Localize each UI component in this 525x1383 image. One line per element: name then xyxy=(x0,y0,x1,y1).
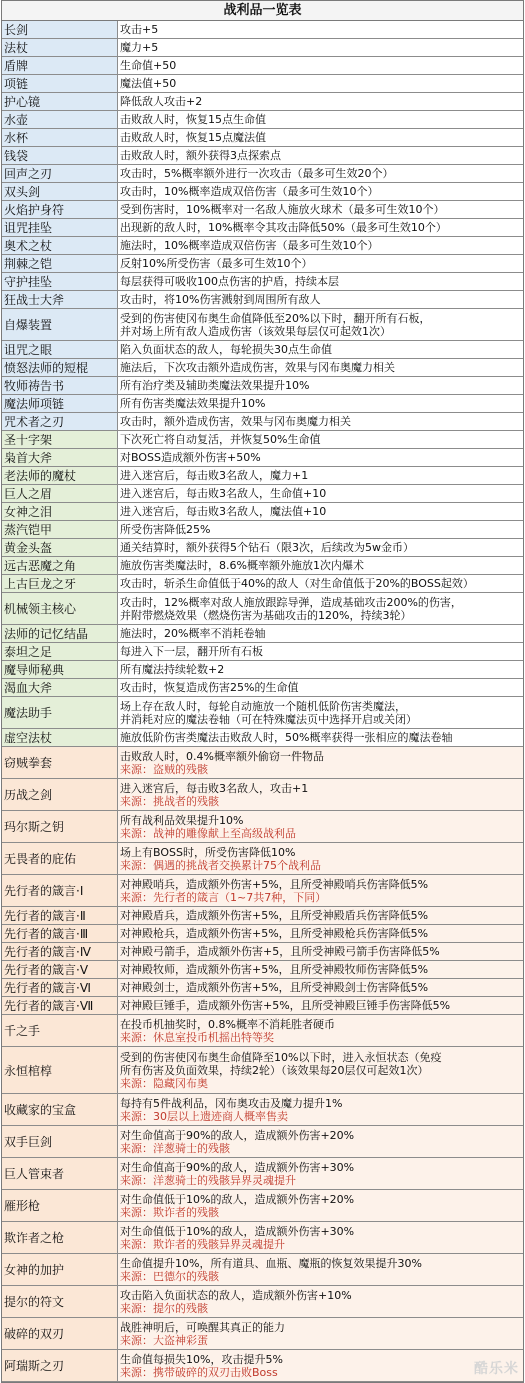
item-name: 收藏家的宝盒 xyxy=(2,1094,118,1125)
table-row xyxy=(2,943,523,961)
item-name: 先行者的箴言·Ⅶ xyxy=(2,997,118,1014)
effect-line: 场上有BOSS时，所受伤害降低10% xyxy=(120,846,521,859)
item-effect xyxy=(118,747,523,778)
item-name: 先行者的箴言·Ⅴ xyxy=(2,961,118,978)
table-row xyxy=(2,1318,523,1350)
table-row xyxy=(2,1222,523,1254)
item-effect xyxy=(118,201,523,218)
item-effect xyxy=(118,341,523,358)
item-effect xyxy=(118,1015,523,1046)
table-row xyxy=(2,93,523,111)
table-row xyxy=(2,359,523,377)
item-effect xyxy=(118,39,523,56)
item-name: 魔导师秘典 xyxy=(2,661,118,678)
table-row xyxy=(2,219,523,237)
table-row xyxy=(2,291,523,309)
item-name: 火焰护身符 xyxy=(2,201,118,218)
item-effect xyxy=(118,219,523,236)
effect-line: 施法时，20%概率不消耗卷轴 xyxy=(120,627,521,640)
effect-line: 通关结算时，额外获得5个钻石（限3次，后续改为5w金币） xyxy=(120,541,521,554)
item-name: 水壶 xyxy=(2,111,118,128)
item-name: 护心镜 xyxy=(2,93,118,110)
item-source: 来源：提尔的残骸 xyxy=(120,1302,521,1315)
item-effect xyxy=(118,129,523,146)
item-effect xyxy=(118,431,523,448)
effect-line: 进入迷宫后，每击败3名敌人，魔法值+10 xyxy=(120,505,521,518)
effect-line: 攻击时，额外造成伤害，效果与冈布奥魔力相关 xyxy=(120,415,521,428)
item-effect xyxy=(118,449,523,466)
item-effect xyxy=(118,521,523,538)
effect-line: 并对场上所有敌人造成伤害（该效果每层仅可起效1次） xyxy=(120,325,521,338)
effect-line: 施放低阶伤害类魔法击败敌人时，50%概率获得一张相应的魔法卷轴 xyxy=(120,731,521,744)
item-name: 牧师祷告书 xyxy=(2,377,118,394)
item-source: 来源：先行者的箴言（1~7共7种，下同） xyxy=(120,891,521,904)
table-row xyxy=(2,1350,523,1382)
item-source: 来源：欺诈者的残骸异界灵魂提升 xyxy=(120,1238,521,1251)
item-name: 远古恶魔之角 xyxy=(2,557,118,574)
effect-line: 反射10%所受伤害（最多可生效10个） xyxy=(120,257,521,270)
item-name: 水杯 xyxy=(2,129,118,146)
effect-line: 击败敌人时，恢复15点生命值 xyxy=(120,113,521,126)
table-row xyxy=(2,237,523,255)
effect-line: 所有战利品效果提升10% xyxy=(120,814,521,827)
table-row xyxy=(2,1158,523,1190)
item-name: 无畏者的庇佑 xyxy=(2,843,118,874)
table-row xyxy=(2,729,523,747)
effect-line: 施法时，10%概率造成双倍伤害（最多可生效10个） xyxy=(120,239,521,252)
item-effect xyxy=(118,1047,523,1093)
effect-line: 并消耗对应的魔法卷轴（可在特殊魔法页中选择开启或关闭） xyxy=(120,713,521,726)
item-name: 法师的记忆结晶 xyxy=(2,625,118,642)
item-name: 上古巨龙之牙 xyxy=(2,575,118,592)
item-effect xyxy=(118,359,523,376)
table-row xyxy=(2,165,523,183)
item-effect xyxy=(118,979,523,996)
table-row xyxy=(2,377,523,395)
effect-line: 施法后，下次攻击额外造成伤害，效果与冈布奥魔力相关 xyxy=(120,361,521,374)
table-row xyxy=(2,811,523,843)
effect-line: 所有治疗类及辅助类魔法效果提升10% xyxy=(120,379,521,392)
table-body xyxy=(2,21,523,1382)
item-effect xyxy=(118,661,523,678)
item-source: 来源：偶遇的挑战者交换累计75个战利品 xyxy=(120,859,521,872)
table-row xyxy=(2,255,523,273)
item-effect xyxy=(118,875,523,906)
item-effect xyxy=(118,1286,523,1317)
effect-line: 进入迷宫后，每击败3名敌人，魔力+1 xyxy=(120,469,521,482)
item-source: 来源：盗贼的残骸 xyxy=(120,763,521,776)
item-name: 诅咒挂坠 xyxy=(2,219,118,236)
effect-line: 对神殿剑士，造成额外伤害+5%，且所受神殿剑士伤害降低5% xyxy=(120,981,521,994)
item-effect xyxy=(118,557,523,574)
item-effect xyxy=(118,925,523,942)
table-row xyxy=(2,1126,523,1158)
effect-line: 攻击时，12%概率对敌人施放跟踪导弹，造成基础攻击200%的伤害， xyxy=(120,596,521,609)
item-source: 来源：巴德尔的残骸 xyxy=(120,1270,521,1283)
table-row xyxy=(2,485,523,503)
item-source: 来源：洋葱骑士的残骸异界灵魂提升 xyxy=(120,1174,521,1187)
item-name: 圣十字架 xyxy=(2,431,118,448)
effect-line: 对神殿盾兵，造成额外伤害+5%，且所受神殿盾兵伤害降低5% xyxy=(120,909,521,922)
effect-line: 降低敌人攻击+2 xyxy=(120,95,521,108)
item-source: 来源：携带破碎的双刃击败Boss xyxy=(120,1366,521,1379)
effect-line: 所受伤害降低25% xyxy=(120,523,521,536)
table-row xyxy=(2,395,523,413)
item-name: 盾牌 xyxy=(2,57,118,74)
effect-line: 攻击时，5%概率额外进行一次攻击（最多可生效20个） xyxy=(120,167,521,180)
item-name: 先行者的箴言·Ⅱ xyxy=(2,907,118,924)
item-name: 老法师的魔杖 xyxy=(2,467,118,484)
table-row xyxy=(2,539,523,557)
item-effect xyxy=(118,255,523,272)
table-row xyxy=(2,907,523,925)
effect-line: 击败敌人时，恢复15点魔法值 xyxy=(120,131,521,144)
item-name: 提尔的符文 xyxy=(2,1286,118,1317)
effect-line: 对BOSS造成额外伤害+50% xyxy=(120,451,521,464)
item-name: 机械领主核心 xyxy=(2,593,118,624)
effect-line: 所有魔法持续轮数+2 xyxy=(120,663,521,676)
item-effect xyxy=(118,309,523,340)
effect-line: 出现新的敌人时，10%概率令其攻击降低50%（最多可生效10个） xyxy=(120,221,521,234)
item-effect xyxy=(118,1126,523,1157)
item-source: 来源：战神的雕像献上至高级战利品 xyxy=(120,827,521,840)
item-name: 先行者的箴言·Ⅵ xyxy=(2,979,118,996)
item-source: 来源：大盗神彩蛋 xyxy=(120,1334,521,1347)
item-effect xyxy=(118,485,523,502)
table-row xyxy=(2,147,523,165)
table-row xyxy=(2,129,523,147)
table-row xyxy=(2,875,523,907)
effect-line: 对生命值低于10%的敌人，造成额外伤害+20% xyxy=(120,1193,521,1206)
item-name: 自爆装置 xyxy=(2,309,118,340)
watermark: 酷乐米 xyxy=(474,1358,519,1378)
item-effect xyxy=(118,961,523,978)
item-name: 黄金头盔 xyxy=(2,539,118,556)
effect-line: 对神殿枪兵，造成额外伤害+5%，且所受神殿枪兵伤害降低5% xyxy=(120,927,521,940)
item-name: 法杖 xyxy=(2,39,118,56)
item-name: 先行者的箴言·Ⅰ xyxy=(2,875,118,906)
effect-line: 受到的伤害使冈布奥生命值降至10%以下时，进入永恒状态（免疫 xyxy=(120,1051,521,1064)
effect-line: 每层获得可吸收100点伤害的护盾，持续本层 xyxy=(120,275,521,288)
item-name: 荆棘之铠 xyxy=(2,255,118,272)
item-name: 双头剑 xyxy=(2,183,118,200)
effect-line: 攻击陷入负面状态的敌人，造成额外伤害+10% xyxy=(120,1289,521,1302)
table-row xyxy=(2,625,523,643)
effect-line: 对神殿弓箭手，造成额外伤害+5，且所受神殿弓箭手伤害降低5% xyxy=(120,945,521,958)
item-effect xyxy=(118,593,523,624)
table-row xyxy=(2,1254,523,1286)
table-row xyxy=(2,843,523,875)
effect-line: 对生命值高于90%的敌人，造成额外伤害+20% xyxy=(120,1129,521,1142)
effect-line: 受到伤害时，10%概率对一名敌人施放火球术（最多可生效10个） xyxy=(120,203,521,216)
item-effect xyxy=(118,643,523,660)
item-effect xyxy=(118,57,523,74)
item-effect xyxy=(118,1222,523,1253)
table-row xyxy=(2,961,523,979)
item-effect xyxy=(118,1318,523,1349)
item-effect xyxy=(118,1350,523,1381)
table-row xyxy=(2,1190,523,1222)
item-name: 项链 xyxy=(2,75,118,92)
item-effect xyxy=(118,779,523,810)
item-name: 先行者的箴言·Ⅲ xyxy=(2,925,118,942)
effect-line: 进入迷宫后，每击败3名敌人，生命值+10 xyxy=(120,487,521,500)
item-name: 女神之泪 xyxy=(2,503,118,520)
item-effect xyxy=(118,1190,523,1221)
table-row xyxy=(2,201,523,219)
table-row xyxy=(2,503,523,521)
item-name: 阿瑞斯之刃 xyxy=(2,1350,118,1381)
item-effect xyxy=(118,273,523,290)
item-effect xyxy=(118,697,523,728)
effect-line: 击败敌人时，0.4%概率额外偷窃一件物品 xyxy=(120,750,521,763)
table-row xyxy=(2,697,523,729)
table-row xyxy=(2,57,523,75)
item-effect xyxy=(118,75,523,92)
item-name: 玛尔斯之钥 xyxy=(2,811,118,842)
item-effect xyxy=(118,147,523,164)
table-row xyxy=(2,521,523,539)
effect-line: 对生命值低于10%的敌人，造成额外伤害+30% xyxy=(120,1225,521,1238)
item-effect xyxy=(118,575,523,592)
item-name: 魔法助手 xyxy=(2,697,118,728)
item-name: 巨人管束者 xyxy=(2,1158,118,1189)
item-effect xyxy=(118,413,523,430)
item-name: 蒸汽铠甲 xyxy=(2,521,118,538)
item-name: 渴血大斧 xyxy=(2,679,118,696)
effect-line: 受到的伤害使冈布奥生命值降低至20%以下时，翻开所有石板， xyxy=(120,312,521,325)
item-effect xyxy=(118,503,523,520)
effect-line: 攻击时，恢复造成伤害25%的生命值 xyxy=(120,681,521,694)
item-name: 魔法师项链 xyxy=(2,395,118,412)
effect-line: 对神殿哨兵，造成额外伤害+5%，且所受神殿哨兵伤害降低5% xyxy=(120,878,521,891)
effect-line: 生命值每损失10%，攻击提升5% xyxy=(120,1353,521,1366)
table-row xyxy=(2,643,523,661)
item-effect xyxy=(118,1158,523,1189)
item-effect xyxy=(118,467,523,484)
table-row xyxy=(2,925,523,943)
item-name: 枭首大斧 xyxy=(2,449,118,466)
table-row xyxy=(2,413,523,431)
item-effect xyxy=(118,21,523,38)
item-effect xyxy=(118,165,523,182)
item-effect xyxy=(118,729,523,746)
item-effect xyxy=(118,291,523,308)
effect-line: 魔力+5 xyxy=(120,41,521,54)
effect-line: 对生命值高于90%的敌人，造成额外伤害+30% xyxy=(120,1161,521,1174)
item-name: 千之手 xyxy=(2,1015,118,1046)
effect-line: 对神殿牧师，造成额外伤害+5%，且所受神殿牧师伤害降低5% xyxy=(120,963,521,976)
item-effect xyxy=(118,1254,523,1285)
effect-line: 生命值提升10%，所有道具、血瓶、魔瓶的恢复效果提升30% xyxy=(120,1257,521,1270)
table-row xyxy=(2,309,523,341)
effect-line: 进入迷宫后，每击败3名敌人，攻击+1 xyxy=(120,782,521,795)
item-effect xyxy=(118,843,523,874)
item-effect xyxy=(118,183,523,200)
item-source: 来源：30层以上遗迹商人概率售卖 xyxy=(120,1110,521,1123)
effect-line: 魔法值+50 xyxy=(120,77,521,90)
table-row xyxy=(2,1094,523,1126)
item-name: 欺诈者之枪 xyxy=(2,1222,118,1253)
table-row xyxy=(2,661,523,679)
item-name: 双手巨剑 xyxy=(2,1126,118,1157)
item-source: 来源：欺诈者的残骸 xyxy=(120,1206,521,1219)
effect-line: 攻击时，斩杀生命值低于40%的敌人（对生命值低于20%的BOSS起效） xyxy=(120,577,521,590)
loot-table xyxy=(1,0,524,1383)
item-effect xyxy=(118,93,523,110)
effect-line: 攻击时，10%概率造成双倍伤害（最多可生效10个） xyxy=(120,185,521,198)
table-row xyxy=(2,1047,523,1094)
table-row xyxy=(2,183,523,201)
item-source: 来源：休息室投币机摇出特等奖 xyxy=(120,1031,521,1044)
effect-line: 对神殿巨锤手，造成额外伤害+5%，且所受神殿巨锤手伤害降低5% xyxy=(120,999,521,1012)
table-row xyxy=(2,679,523,697)
table-row xyxy=(2,979,523,997)
item-effect xyxy=(118,907,523,924)
item-effect xyxy=(118,679,523,696)
table-row xyxy=(2,111,523,129)
table-row xyxy=(2,273,523,291)
item-name: 窃贼拳套 xyxy=(2,747,118,778)
item-name: 虚空法杖 xyxy=(2,729,118,746)
item-name: 咒术者之刃 xyxy=(2,413,118,430)
effect-line: 每进入下一层，翻开所有石板 xyxy=(120,645,521,658)
item-name: 钱袋 xyxy=(2,147,118,164)
effect-line: 施放伤害类魔法时，8.6%概率额外施放1次内爆术 xyxy=(120,559,521,572)
item-effect xyxy=(118,111,523,128)
item-name: 诅咒之眼 xyxy=(2,341,118,358)
table-row xyxy=(2,557,523,575)
table-row xyxy=(2,575,523,593)
effect-line: 攻击时，将10%伤害溅射到周围所有敌人 xyxy=(120,293,521,306)
item-effect xyxy=(118,997,523,1014)
item-name: 泰坦之足 xyxy=(2,643,118,660)
table-row xyxy=(2,449,523,467)
item-name: 永恒棺椁 xyxy=(2,1047,118,1093)
item-name: 历战之剑 xyxy=(2,779,118,810)
item-effect xyxy=(118,625,523,642)
effect-line: 生命值+50 xyxy=(120,59,521,72)
item-source: 来源：隐藏冈布奥 xyxy=(120,1077,521,1090)
item-effect xyxy=(118,377,523,394)
effect-line: 击败敌人时，额外获得3点探索点 xyxy=(120,149,521,162)
item-name: 女神的加护 xyxy=(2,1254,118,1285)
item-name: 雁形枪 xyxy=(2,1190,118,1221)
item-effect xyxy=(118,1094,523,1125)
item-effect xyxy=(118,237,523,254)
item-source: 来源：洋葱骑士的残骸 xyxy=(120,1142,521,1155)
effect-line: 所有伤害及负面效果，持续2轮）（该效果每20层仅可起效1次） xyxy=(120,1064,521,1077)
table-row xyxy=(2,431,523,449)
effect-line: 下次死亡将自动复活，并恢复50%生命值 xyxy=(120,433,521,446)
item-source: 来源：挑战者的残骸 xyxy=(120,795,521,808)
table-row xyxy=(2,747,523,779)
item-name: 守护挂坠 xyxy=(2,273,118,290)
effect-line: 在投币机抽奖时，0.8%概率不消耗胜者硬币 xyxy=(120,1018,521,1031)
table-row xyxy=(2,75,523,93)
item-name: 狂战士大斧 xyxy=(2,291,118,308)
item-name: 愤怒法师的短棍 xyxy=(2,359,118,376)
item-effect xyxy=(118,811,523,842)
table-title: 战利品一览表 xyxy=(2,1,523,21)
item-name: 长剑 xyxy=(2,21,118,38)
table-row xyxy=(2,1286,523,1318)
item-name: 巨人之眉 xyxy=(2,485,118,502)
table-row xyxy=(2,779,523,811)
effect-line: 战胜神明后，可唤醒其真正的能力 xyxy=(120,1321,521,1334)
item-effect xyxy=(118,943,523,960)
item-name: 回声之刃 xyxy=(2,165,118,182)
effect-line: 陷入负面状态的敌人，每轮损失30点生命值 xyxy=(120,343,521,356)
table-row xyxy=(2,39,523,57)
effect-line: 所有伤害类魔法效果提升10% xyxy=(120,397,521,410)
table-row xyxy=(2,997,523,1015)
effect-line: 并附带燃烧效果（燃烧伤害为基础攻击的120%，持续3轮） xyxy=(120,609,521,622)
effect-line: 每持有5件战利品，冈布奥攻击及魔力提升1% xyxy=(120,1097,521,1110)
table-row xyxy=(2,1015,523,1047)
item-effect xyxy=(118,539,523,556)
item-name: 奥术之杖 xyxy=(2,237,118,254)
item-effect xyxy=(118,395,523,412)
table-row xyxy=(2,21,523,39)
item-name: 破碎的双刃 xyxy=(2,1318,118,1349)
effect-line: 场上存在敌人时，每轮自动施放一个随机低阶伤害类魔法， xyxy=(120,700,521,713)
table-row xyxy=(2,467,523,485)
item-name: 先行者的箴言·Ⅳ xyxy=(2,943,118,960)
table-row xyxy=(2,593,523,625)
table-row xyxy=(2,341,523,359)
effect-line: 攻击+5 xyxy=(120,23,521,36)
